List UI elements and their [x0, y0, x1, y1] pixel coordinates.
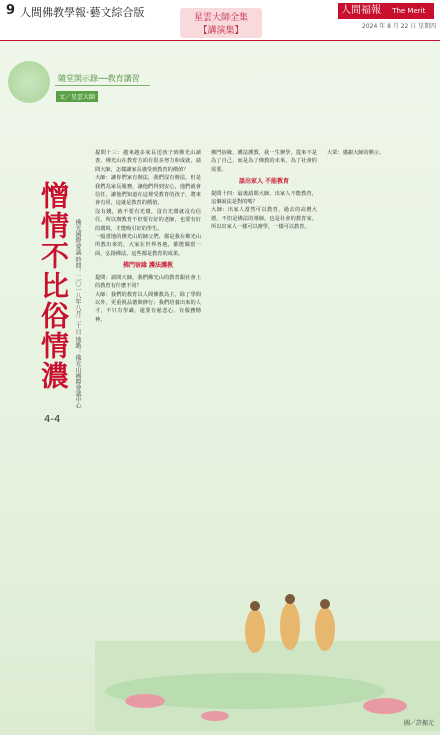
publication-date: 2024 年 8 月 22 日 星期四	[362, 23, 437, 30]
series-box	[180, 8, 262, 38]
series-line1: 星雲大師全集	[193, 13, 248, 23]
paragraph: 提問十三：越來越多家長送孩子到佛光山讀書，佛光山在教育方面有很多努力和成就，請問大師，怎樣讓家長感受到教育的價值？	[95, 150, 201, 173]
paragraph: 大師：我們的教育以人間佛教為主，除了學問以外，更重視品德與修行；我們培養出來的人才，不只有學識，還要有慈悲心、有服務精神。	[95, 291, 201, 323]
text-column-2	[211, 149, 317, 232]
paragraph: 大師：讓你們家有辦法，我們沒有辦法，但是我們為家長服務，讓他們得到安心，他們就會信任，讓他們知道在這裡受教育的孩子，將來會有用，這就是教育的價值。	[95, 175, 201, 207]
page-number: 9	[6, 3, 16, 18]
logo-en: The Merit Times	[341, 7, 426, 31]
monks-walking-illustration	[95, 461, 440, 731]
article-title: 憎情不比俗情濃	[37, 181, 70, 391]
page-code: 4-4	[44, 414, 61, 425]
label-underline	[55, 85, 150, 86]
page-header	[0, 0, 440, 40]
section-title: 人間佛教學報‧藝文綜合版	[20, 6, 145, 19]
article-page	[0, 41, 440, 735]
column-label: 隨堂開示錄──教育講習	[58, 74, 140, 83]
paragraph: 提問：請問大師，我們佛光山的教育跟社會上的教育有什麼不同？	[95, 274, 201, 290]
paragraph: 沒有錢，就不要有光環，沒有光環就沒有信任。所以辦教育不但要有好的老師，也要有好的環境，才能吸引好的學生。	[95, 208, 201, 232]
event-details: 佛光國際會議 時間：二〇一八年八月二十日 地點：佛光山國際會議中心	[74, 219, 81, 409]
text-column-1	[95, 149, 201, 324]
section-heading: 談出家人 不能教育	[238, 178, 290, 186]
paragraph: 佛門宿緣，護法護教，我一生辦學，從來不是為了自己，而是為了佛教的未來，為了社會的需要。	[211, 150, 317, 173]
series-line2: 【講演集】	[198, 26, 244, 36]
paragraph: 大眾：感謝大師的開示。	[327, 150, 385, 156]
section-heading: 佛門宿緣 護法護教	[122, 262, 174, 270]
paragraph: 提問十四：最後請問大師，出家人不能教育，這個說法是對的嗎？	[211, 190, 317, 206]
paragraph: 大師：出家人當然可以教育，過去的高僧大德，不但是佛法的導師，也是社會的教育家。所以出家人一樣可以辦學，一樣可以教育。	[211, 207, 317, 231]
paragraph: 一般當地的佛光山的師父們，都是我在佛光山所教出來的，大家在世界各地，都能獨當一面，弘揚佛法。這些都是教育的成果。	[95, 234, 201, 257]
logo-cn: 人間福報	[341, 5, 381, 16]
photo-credit: 圖／許振元	[403, 720, 434, 727]
lotus-decoration-icon	[8, 61, 50, 103]
text-column-3	[327, 149, 433, 157]
author-tag: 文／星雲大師	[56, 91, 98, 102]
